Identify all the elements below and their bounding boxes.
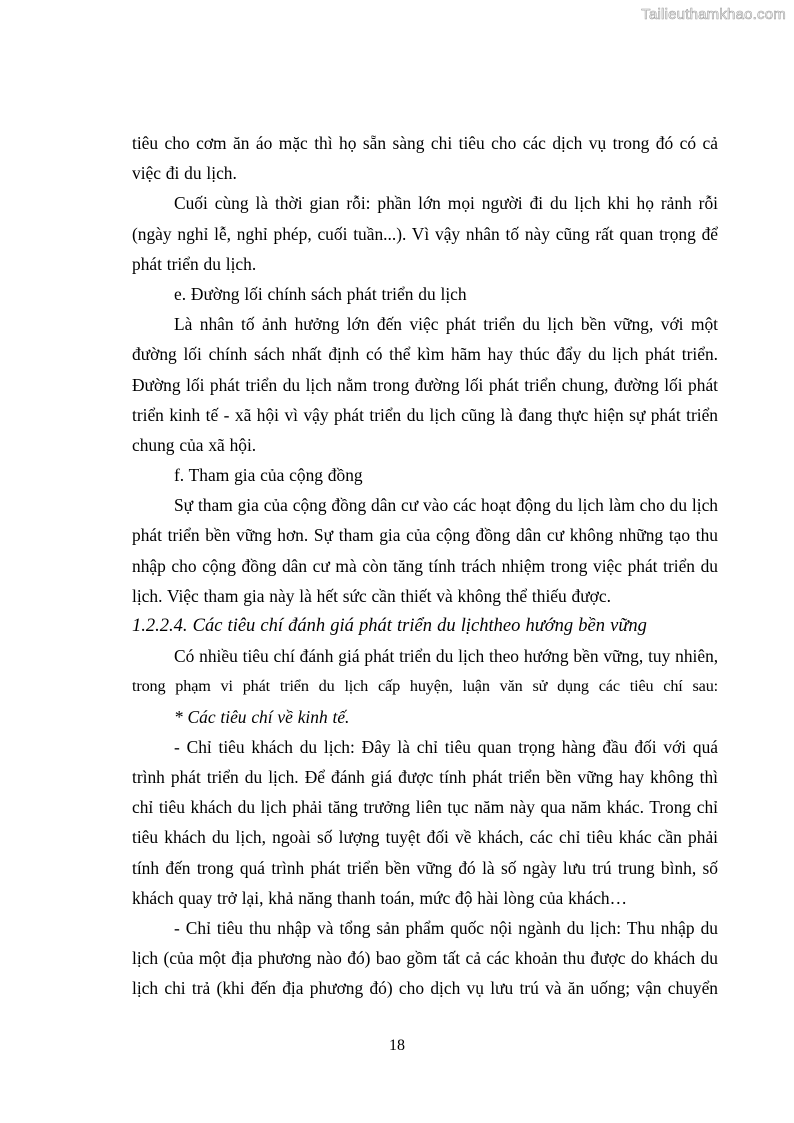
paragraph-start: Là nhân tố ảnh hưởng lớn đến việc phát triển du lịch bền vững, với một — [174, 314, 718, 335]
text-line: phát triển bền vững hơn. Sự tham gia của cộng đồng dân cư không những tạo thu — [132, 525, 718, 546]
page-body — [132, 128, 718, 1003]
subsection-heading-e: e. Đường lối chính sách phát triển du lịch — [174, 283, 467, 304]
text-line: lịch chi trả (khi đến địa phương đó) cho dịch vụ lưu trú và ăn uống; vận chuyển — [132, 978, 718, 999]
subsection-heading-f: f. Tham gia của cộng đồng — [174, 465, 363, 486]
paragraph-start: Cuối cùng là thời gian rỗi: phần lớn mọi người đi du lịch khi họ rảnh rỗi — [174, 193, 718, 214]
text-line: khách quay trở lại, khả năng thanh toán, mức độ hài lòng của khách… — [132, 887, 628, 908]
text-line: chỉ tiêu khách du lịch phải tăng trưởng liên tục năm này qua năm khác. Trong chỉ — [132, 797, 718, 818]
text-line: đường lối chính sách nhất định có thể kìm hãm hay thúc đẩy du lịch phát triển. — [132, 344, 718, 365]
text-line: Đường lối phát triển du lịch nằm trong đường lối phát triển chung, đường lối phát — [132, 374, 718, 395]
text-line: việc đi du lịch. — [132, 163, 237, 184]
paragraph-start: - Chỉ tiêu khách du lịch: Đây là chỉ tiêu quan trọng hàng đầu đối với quá — [174, 736, 718, 757]
text-line: triển kinh tế - xã hội vì vậy phát triển du lịch cũng là đang thực hiện sự phát triển — [132, 404, 718, 425]
watermark: Tailieuthamkhao.com — [641, 6, 786, 23]
text-line: lịch (của một địa phương nào đó) bao gồm tất cả các khoản thu được do khách du — [132, 948, 718, 969]
text-line: (ngày nghỉ lễ, nghỉ phép, cuối tuần...). Vì vậy nhân tố này cũng rất quan trọng để — [132, 223, 718, 244]
paragraph-start: Có nhiều tiêu chí đánh giá phát triển du lịch theo hướng bền vững, tuy nhiên, — [174, 646, 719, 667]
text-line: trình phát triển du lịch. Để đánh giá được tính phát triển bền vững hay không thì — [132, 766, 718, 787]
text-line: phát triển du lịch. — [132, 253, 257, 274]
text-line: trong phạm vi phát triển du lịch cấp huyện, luận văn sử dụng các tiêu chí sau: — [132, 677, 718, 696]
text-line: tiêu khách du lịch, ngoài số lượng tuyệt đối về khách, các chỉ tiêu khác cần phải — [132, 827, 718, 848]
text-line: chung của xã hội. — [132, 434, 257, 455]
criteria-subheading: * Các tiêu chí về kinh tế. — [174, 706, 350, 727]
paragraph-start: - Chỉ tiêu thu nhập và tổng sản phẩm quốc nội ngành du lịch: Thu nhập du — [174, 917, 718, 938]
paragraph-start: Sự tham gia của cộng đồng dân cư vào các hoạt động du lịch làm cho du lịch — [174, 495, 718, 516]
section-heading-1-2-2-4: 1.2.2.4. Các tiêu chí đánh giá phát triển du lịchtheo hướng bền vững — [132, 616, 647, 636]
page-number: 18 — [389, 1037, 405, 1054]
text-line: lịch. Việc tham gia này là hết sức cần thiết và không thể thiếu được. — [132, 585, 611, 606]
text-line: tiêu cho cơm ăn áo mặc thì họ sẵn sàng chi tiêu cho các dịch vụ trong đó có cả — [132, 133, 718, 153]
text-line: nhập cho cộng đồng dân cư mà còn tăng tính trách nhiệm trong việc phát triển du — [132, 555, 718, 576]
text-line: tính đến trong quá trình phát triển bền vững đó là số ngày lưu trú trung bình, số — [132, 857, 718, 878]
